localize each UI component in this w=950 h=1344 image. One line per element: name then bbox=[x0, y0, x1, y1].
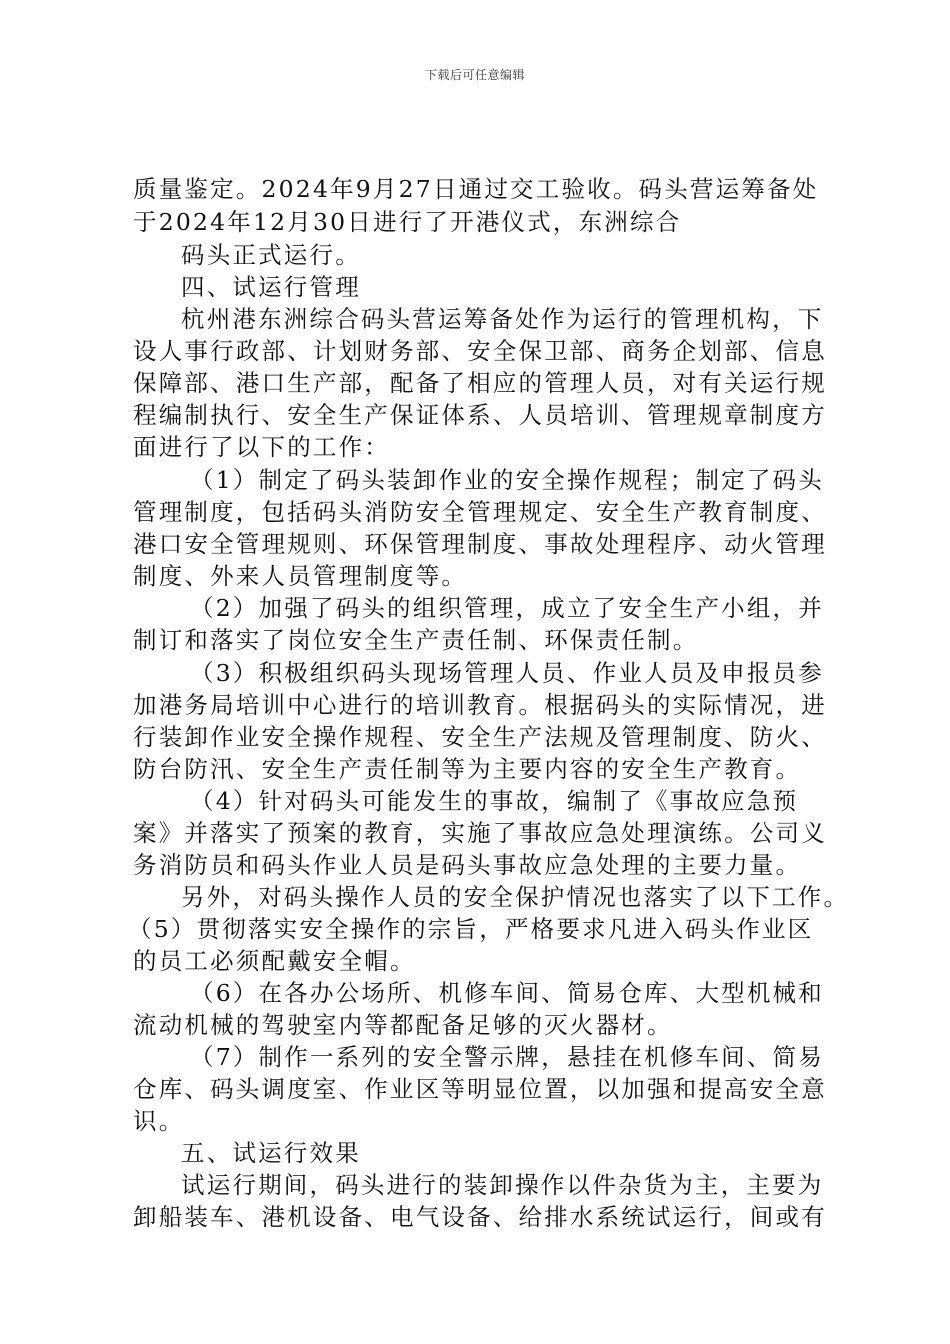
text-line: 码头正式运行。 bbox=[181, 241, 361, 269]
text-line: 试运行期间，码头进行的装卸操作以件杂货为主，主要为 bbox=[181, 1171, 824, 1199]
text-line: 于2024年12月30日进行了开港仪式，东洲综合 bbox=[133, 208, 682, 236]
text-line: 保障部、港口生产部，配备了相应的管理人员，对有关运行规 bbox=[133, 369, 827, 397]
text-line: 务消防员和码头作业人员是码头事故应急处理的主要力量。 bbox=[133, 851, 802, 879]
text-line: 设人事行政部、计划财务部、安全保卫部、商务企划部、信息 bbox=[133, 337, 827, 365]
text-line: 制订和落实了岗位安全生产责任制、环保责任制。 bbox=[133, 626, 699, 654]
section-heading: 五、试运行效果 bbox=[181, 1139, 361, 1167]
text-line: 案》并落实了预案的教育，实施了事故应急处理演练。公司义 bbox=[133, 819, 827, 847]
text-line: 加港务局培训中心进行的培训教育。根据码头的实际情况，进 bbox=[133, 691, 827, 719]
text-line: 流动机械的驾驶室内等都配备足够的灭火器材。 bbox=[133, 1011, 673, 1039]
text-line: （1）制定了码头装卸作业的安全操作规程；制定了码头 bbox=[190, 466, 824, 494]
text-line: 港口安全管理规则、环保管理制度、事故处理程序、动火管理 bbox=[133, 530, 827, 558]
text-line: （3）积极组织码头现场管理人员、作业人员及申报员参 bbox=[190, 659, 824, 687]
text-line: 管理制度，包括码头消防安全管理规定、安全生产教育制度、 bbox=[133, 498, 827, 526]
text-line: （7）制作一系列的安全警示牌，悬挂在机修车间、简易 bbox=[190, 1043, 824, 1071]
text-line: 卸船装车、港机设备、电气设备、给排水系统试运行，间或有 bbox=[133, 1203, 827, 1231]
text-line: 识。 bbox=[133, 1107, 185, 1135]
text-line: 的员工必须配戴安全帽。 bbox=[133, 947, 416, 975]
text-line: 质量鉴定。2024年9月27日通过交工验收。码头营运筹备处 bbox=[133, 175, 819, 203]
text-line: （2）加强了码头的组织管理，成立了安全生产小组，并 bbox=[190, 594, 824, 622]
text-line: （4）针对码头可能发生的事故，编制了《事故应急预 bbox=[190, 787, 799, 815]
text-line: （6）在各办公场所、机修车间、简易仓库、大型机械和 bbox=[190, 979, 824, 1007]
text-line: 防台防汛、安全生产责任制等为主要内容的安全生产教育。 bbox=[133, 755, 802, 783]
section-heading: 四、试运行管理 bbox=[181, 273, 361, 301]
text-line: 程编制执行、安全生产保证体系、人员培训、管理规章制度方 bbox=[133, 401, 827, 429]
text-line: 制度、外来人员管理制度等。 bbox=[133, 562, 468, 590]
text-line: 杭州港东洲综合码头营运筹备处作为运行的管理机构，下 bbox=[181, 305, 824, 333]
text-line: 另外，对码头操作人员的安全保护情况也落实了以下工作。 bbox=[181, 883, 850, 911]
text-line: （5）贯彻落实安全操作的宗旨，严格要求凡进入码头作业区 bbox=[128, 915, 814, 943]
text-line: 面进行了以下的工作： bbox=[133, 433, 390, 461]
text-line: 行装卸作业安全操作规程、安全生产法规及管理制度、防火、 bbox=[133, 723, 827, 751]
page-header: 下载后可任意编辑 bbox=[424, 68, 525, 82]
text-line: 仓库、码头调度室、作业区等明显位置，以加强和提高安全意 bbox=[133, 1075, 827, 1103]
